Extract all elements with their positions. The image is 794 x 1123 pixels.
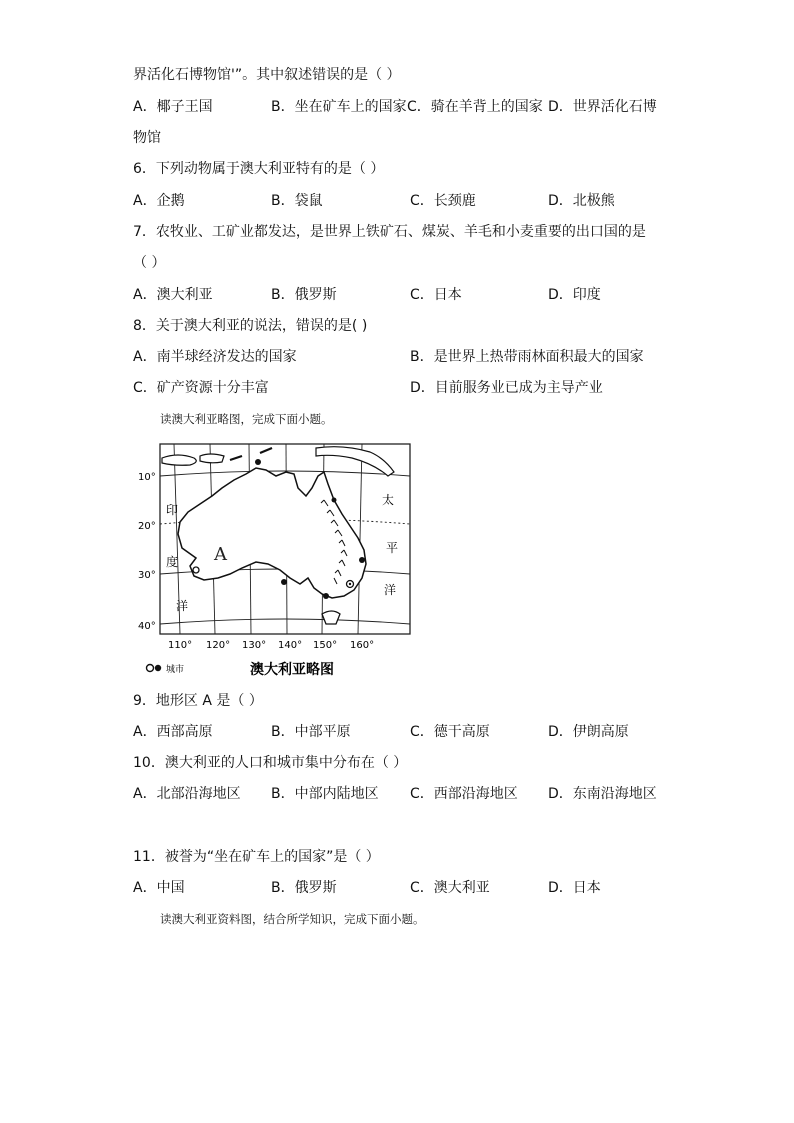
q7-stem: 7．农牧业、工矿业都发达，是世界上铁矿石、煤炭、羊毛和小麦重要的出口国的是 [133,224,646,240]
q6-option-d[interactable]: D．北极熊 [548,193,615,209]
lon-label-150: 150° [313,640,338,651]
lat-label-30: 30° [138,570,156,581]
q6-option-a[interactable]: A．企鹅 [133,193,185,209]
q8-option-a[interactable]: A．南半球经济发达的国家 [133,349,297,365]
q6-option-b[interactable]: B．袋鼠 [271,193,323,209]
tasmania [322,611,340,624]
q9-option-d[interactable]: D．伊朗高原 [548,724,629,740]
city-cairns [332,498,337,503]
island-small-1 [230,456,242,460]
ocean-right-2: 平 [386,541,399,555]
lon-label-140: 140° [278,640,303,651]
q10-option-a[interactable]: A．北部沿海地区 [133,786,241,802]
lat-label-20: 20° [138,521,156,532]
island-small-2 [260,448,272,453]
city-adelaide [281,579,287,585]
lon-label-120: 120° [206,640,231,651]
q9-option-c[interactable]: C．德干高原 [410,724,490,740]
ocean-left-1: 印 [166,503,179,517]
island-north-west [162,455,196,465]
q8-option-d[interactable]: D．目前服务业已成为主导产业 [410,380,603,396]
q10-stem: 10．澳大利亚的人口和城市集中分布在（ ） [133,755,408,771]
reading-intro-map: 读澳大利亚略图，完成下面小题。 [160,412,333,426]
q6-stem: 6．下列动物属于澳大利亚特有的是（ ） [133,161,385,177]
q10-option-c[interactable]: C．西部沿海地区 [410,786,518,802]
australia-sketch-map [138,438,418,683]
ocean-right-3: 洋 [384,583,397,597]
q7-option-d[interactable]: D．印度 [548,287,601,303]
q5-option-b[interactable]: B．坐在矿车上的国家 [271,99,407,115]
ocean-left-3: 洋 [176,599,189,613]
q7-option-c[interactable]: C．日本 [410,287,462,303]
legend-city-symbol [147,665,154,672]
q11-option-c[interactable]: C．澳大利亚 [410,880,490,896]
q11-option-d[interactable]: D．日本 [548,880,601,896]
q5-stem-tail: 界活化石博物馆'”。其中叙述错误的是（ ） [133,67,401,83]
q7-paren: （ ） [133,255,166,271]
q8-option-b[interactable]: B．是世界上热带雨林面积最大的国家 [410,349,644,365]
australia-mainland [178,468,366,598]
legend-city-label: 城市 [166,665,185,675]
city-darwin [255,459,261,465]
q7-option-b[interactable]: B．俄罗斯 [271,287,337,303]
q9-option-a[interactable]: A．西部高原 [133,724,213,740]
q9-option-b[interactable]: B．中部平原 [271,724,351,740]
city-melbourne [323,593,329,599]
q5-option-d[interactable]: D．世界活化石博 [548,99,657,115]
parallel-40 [160,619,410,624]
region-a-label: A [214,544,227,565]
lon-label-130: 130° [242,640,267,651]
q5-option-c[interactable]: C．骑在羊背上的国家 [407,99,543,115]
reading-intro-data: 读澳大利亚资料图，结合所学知识，完成下面小题。 [160,912,425,926]
q6-option-c[interactable]: C．长颈鹿 [410,193,476,209]
lon-label-110: 110° [168,640,193,651]
q7-option-a[interactable]: A．澳大利亚 [133,287,213,303]
lat-label-10: 10° [138,472,156,483]
ocean-right-1: 太 [382,493,395,507]
ocean-left-2: 度 [166,555,179,569]
q11-option-b[interactable]: B．俄罗斯 [271,880,337,896]
lon-label-160: 160° [350,640,375,651]
q9-stem: 9．地形区 A 是（ ） [133,693,263,709]
lat-label-40: 40° [138,621,156,632]
island-timor [200,454,224,463]
q11-option-a[interactable]: A．中国 [133,880,185,896]
q5-option-d-wrap: 物馆 [133,130,161,146]
map-caption: 澳大利亚略图 [250,662,334,678]
city-brisbane [359,557,365,563]
q8-option-c[interactable]: C．矿产资源十分丰富 [133,380,269,396]
q5-option-a[interactable]: A．椰子王国 [133,99,213,115]
q11-stem: 11．被誉为“坐在矿车上的国家”是（ ） [133,849,380,865]
q10-option-b[interactable]: B．中部内陆地区 [271,786,379,802]
q10-option-d[interactable]: D．东南沿海地区 [548,786,657,802]
q8-stem: 8．关于澳大利亚的说法，错误的是( ) [133,318,368,334]
